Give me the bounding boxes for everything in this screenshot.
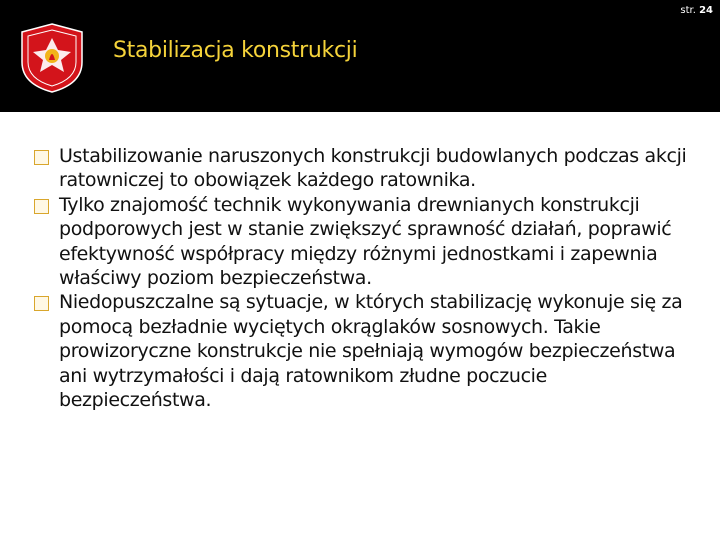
bullet-item bbox=[34, 144, 694, 193]
fire-brigade-badge-icon bbox=[18, 22, 86, 94]
slide-title: Stabilizacja konstrukcji bbox=[113, 38, 358, 63]
slide-header bbox=[0, 0, 720, 112]
bullet-square-icon bbox=[34, 199, 49, 214]
bullet-item bbox=[34, 193, 694, 291]
bullet-text: Niedopuszczalne są sytuacje, w których stabilizację wykonuje się za pomocą bezładnie wyciętych okrąglaków sosnowych. Takie prowizoryczne konstrukcje nie spełniają wymogów bezpieczeństwa ani wytrzymałości i dają ratownikom złudne poczucie bezpieczeństwa. bbox=[59, 291, 683, 412]
page-number bbox=[680, 5, 713, 16]
bullet-square-icon bbox=[34, 150, 49, 165]
bullet-text: Ustabilizowanie naruszonych konstrukcji budowlanych podczas akcji ratowniczej to obowiązek każdego ratownika. bbox=[59, 145, 687, 192]
bullet-list bbox=[34, 144, 694, 412]
bullet-item bbox=[34, 290, 694, 412]
bullet-text: Tylko znajomość technik wykonywania drewnianych konstrukcji podporowych jest w stanie zwiększyć sprawność działań, poprawić efektywność współpracy między różnymi jednostkami i zapewnia właściwy poziom bezpieczeństwa. bbox=[59, 193, 672, 290]
bullet-square-icon bbox=[34, 296, 49, 311]
page-number-value: 24 bbox=[699, 5, 713, 16]
page-number-label: str. bbox=[680, 5, 696, 16]
